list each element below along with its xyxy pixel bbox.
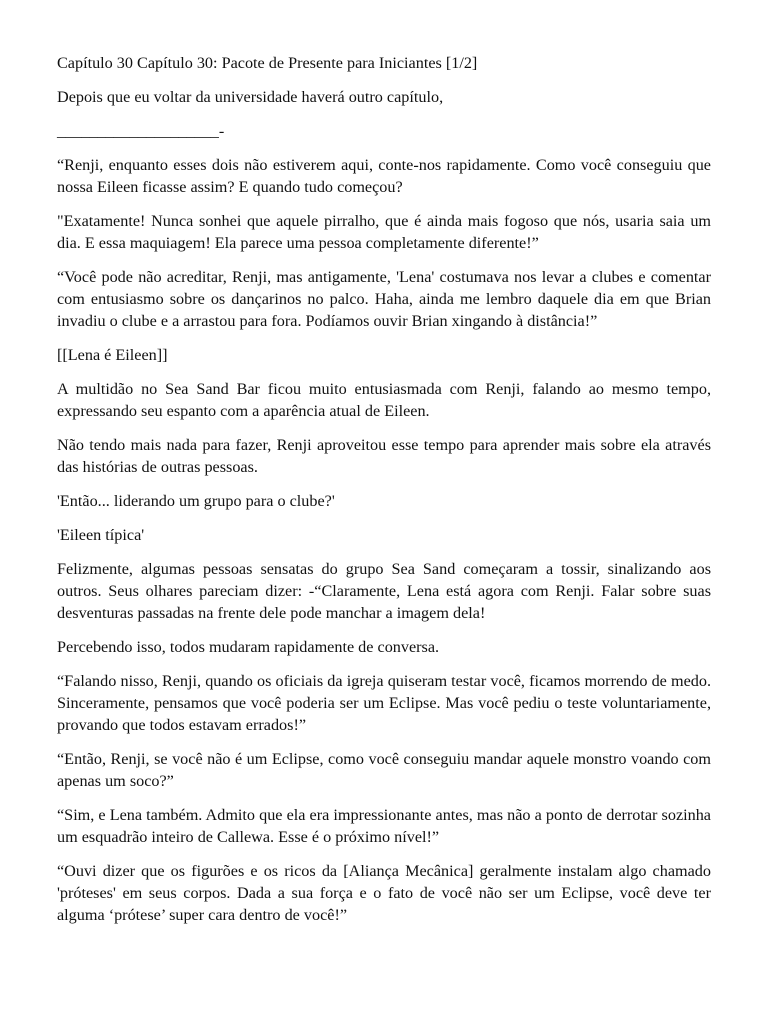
paragraph: Felizmente, algumas pessoas sensatas do grupo Sea Sand começaram a tossir, sinalizando aos outros. Seus olhares pareciam dizer: -“Claramente, Lena está agora com Renji. Falar sobre suas desventuras passadas na frente dele pode manchar a imagem dela!: [57, 560, 711, 622]
paragraph: [[Lena é Eileen]]: [57, 346, 168, 364]
paragraph: Não tendo mais nada para fazer, Renji aproveitou esse tempo para aprender mais sobre ela através das histórias de outras pessoas.: [57, 436, 711, 476]
paragraph: “Então, Renji, se você não é um Eclipse, como você conseguiu mandar aquele monstro voando com apenas um soco?”: [57, 750, 711, 790]
paragraph: Percebendo isso, todos mudaram rapidamente de conversa.: [57, 638, 440, 656]
paragraph: “Sim, e Lena também. Admito que ela era impressionante antes, mas não a ponto de derrotar sozinha um esquadrão inteiro de Callewa. Esse é o próximo nível!”: [57, 806, 711, 846]
document-page: [57, 52, 711, 938]
paragraph: 'Então... liderando um grupo para o clube?': [57, 492, 335, 510]
paragraph: "Exatamente! Nunca sonhei que aquele pirralho, que é ainda mais fogoso que nós, usaria saia um dia. E essa maquiagem! Ela parece uma pessoa completamente diferente!”: [57, 212, 711, 252]
paragraph: “Você pode não acreditar, Renji, mas antigamente, 'Lena' costumava nos levar a clubes e comentar com entusiasmo sobre os dançarinos no palco. Haha, ainda me lembro daquele dia em que Brian invadiu o clube e a arrastou para fora. Podíamos ouvir Brian xingando à distância!”: [57, 268, 711, 330]
paragraph: A multidão no Sea Sand Bar ficou muito entusiasmada com Renji, falando ao mesmo tempo, expressando seu espanto com a aparência atual de Eileen.: [57, 380, 711, 420]
paragraph: “Renji, enquanto esses dois não estiverem aqui, conte-nos rapidamente. Como você conseguiu que nossa Eileen ficasse assim? E quando tudo começou?: [57, 156, 711, 196]
paragraph: “Ouvi dizer que os figurões e os ricos da [Aliança Mecânica] geralmente instalam algo chamado 'próteses' em seus corpos. Dada a sua força e o fato de você não ser um Eclipse, você deve ter alguma ‘prótese’ super cara dentro de você!”: [57, 862, 711, 924]
section-divider: ____________________-: [57, 122, 225, 140]
intro-note: Depois que eu voltar da universidade haverá outro capítulo,: [57, 88, 444, 106]
paragraph: “Falando nisso, Renji, quando os oficiais da igreja quiseram testar você, ficamos morrendo de medo. Sinceramente, pensamos que você poderia ser um Eclipse. Mas você pediu o teste voluntariamente, provando que todos estavam errados!”: [57, 672, 711, 734]
paragraph: 'Eileen típica': [57, 526, 145, 544]
chapter-title: Capítulo 30 Capítulo 30: Pacote de Presente para Iniciantes [1/2]: [57, 54, 478, 72]
